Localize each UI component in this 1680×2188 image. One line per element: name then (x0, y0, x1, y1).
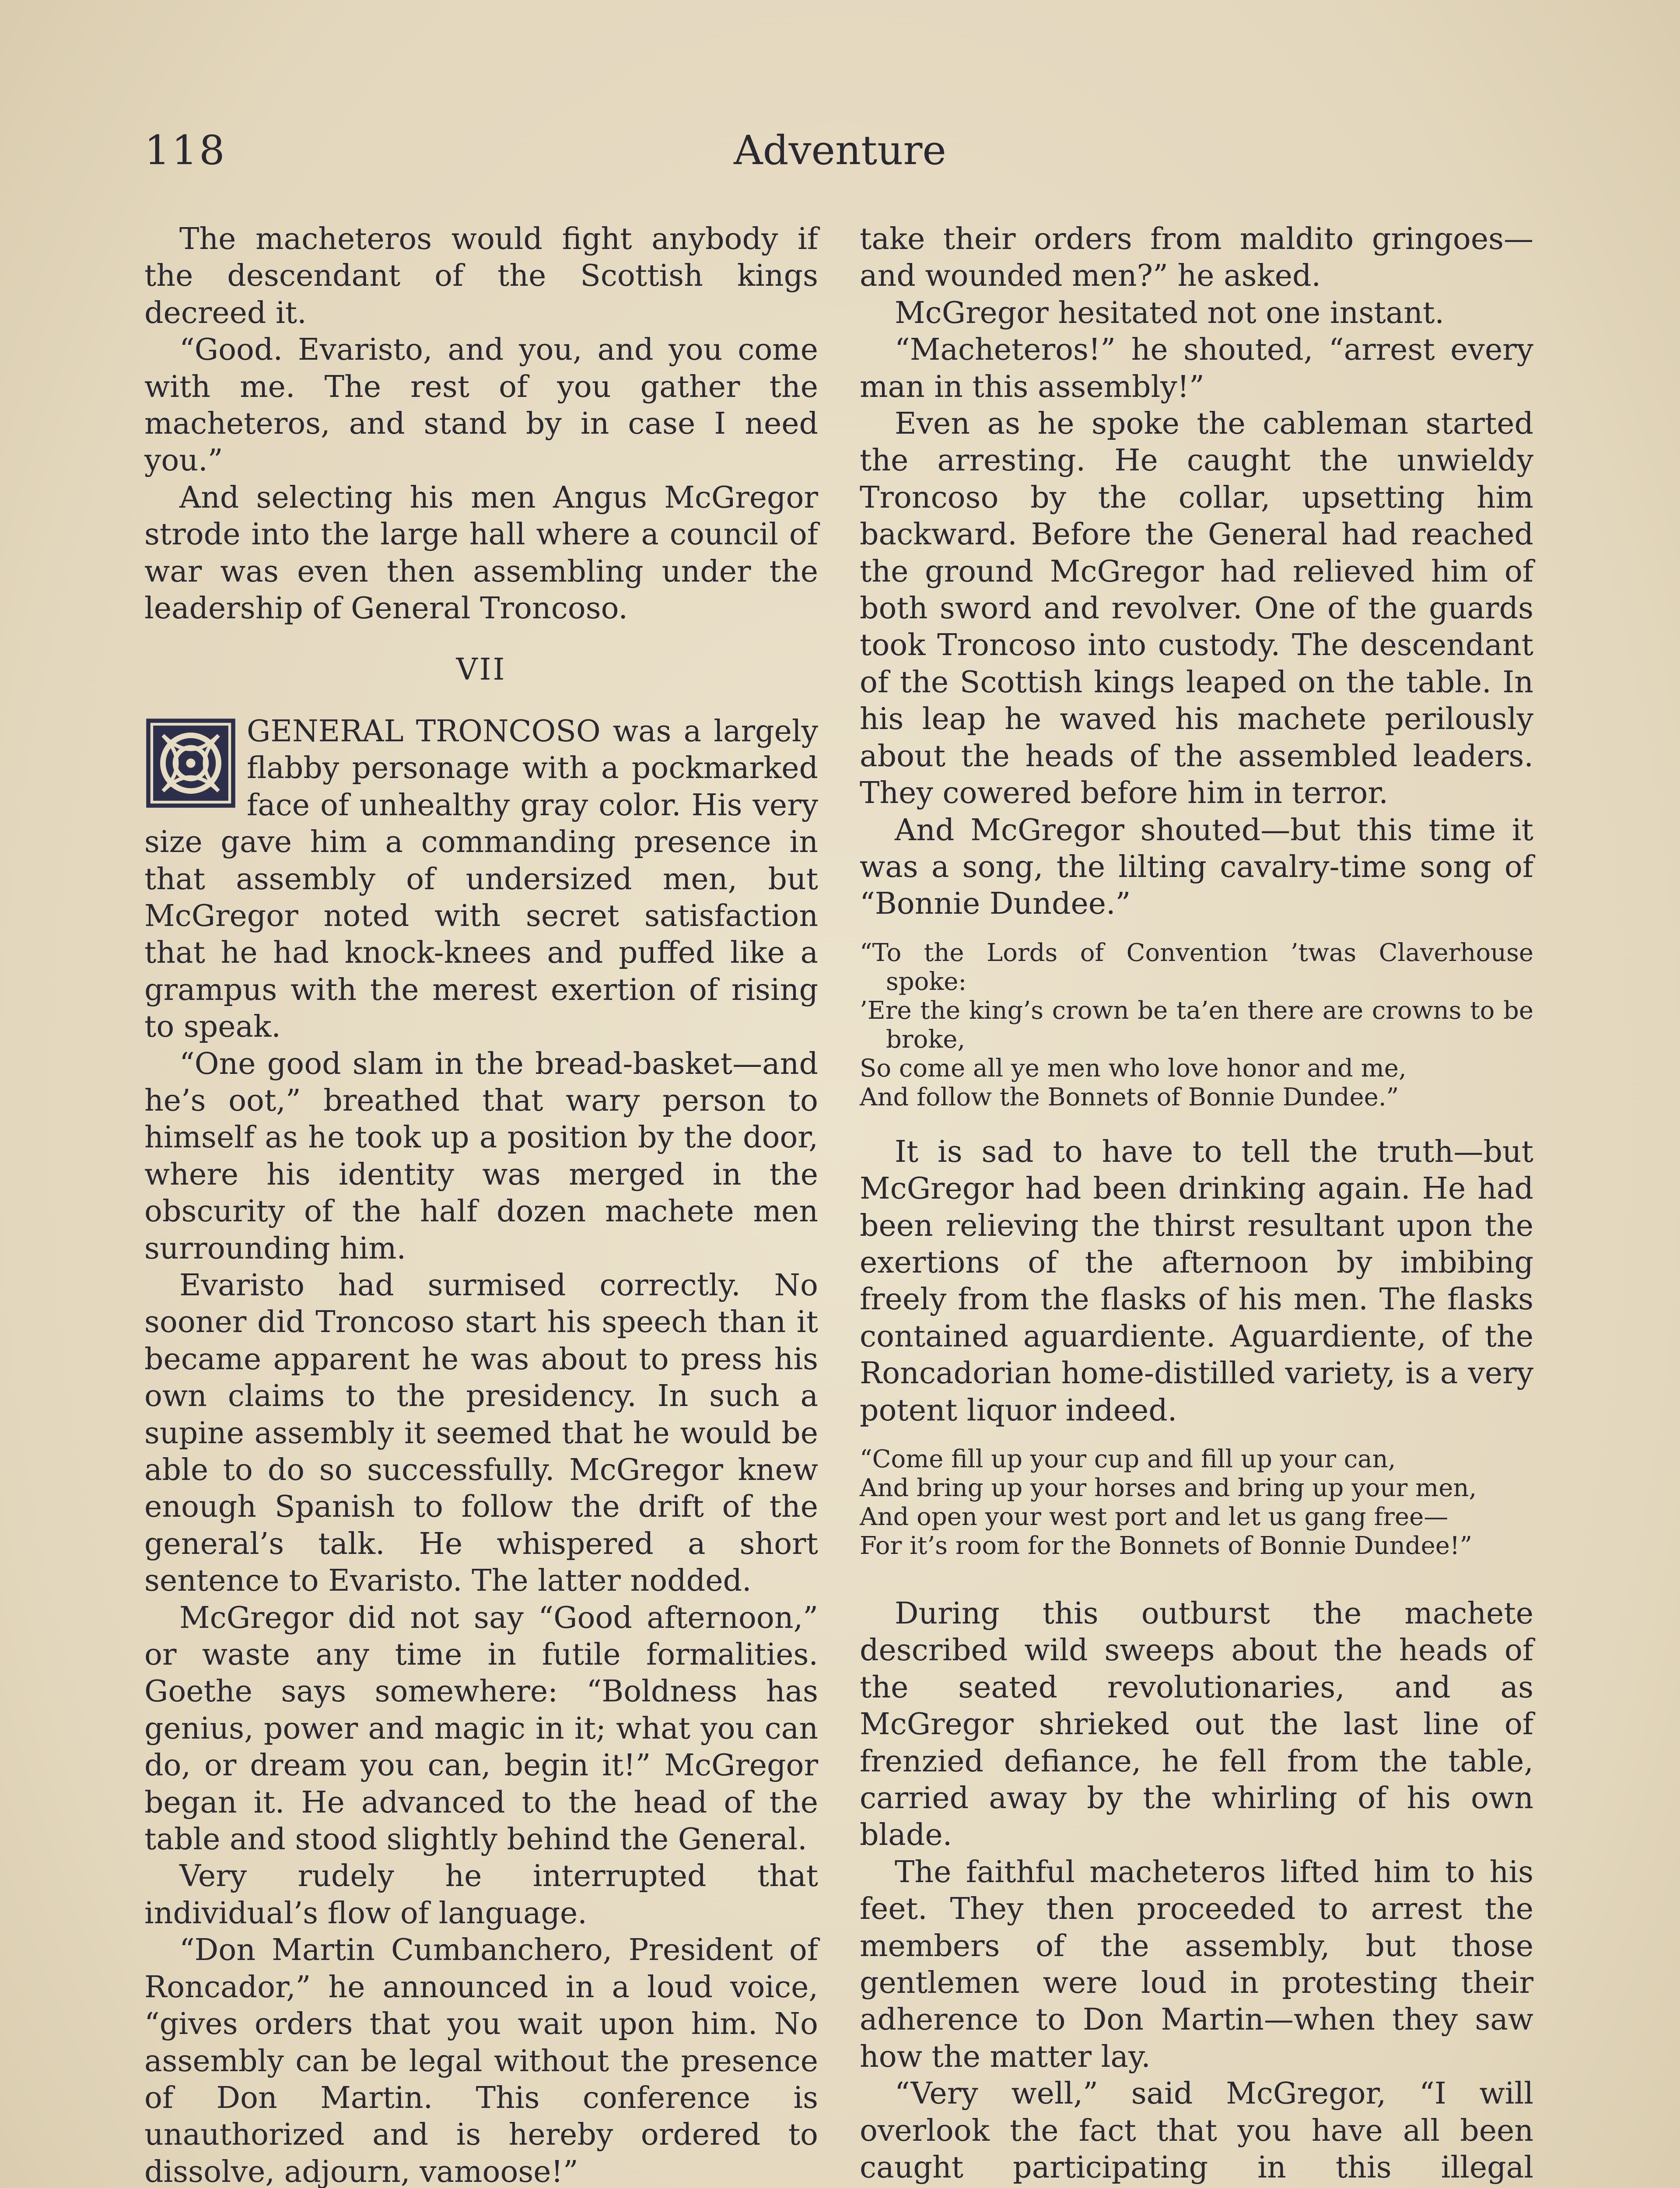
verse-line: And bring up your horses and bring up your men, (860, 1473, 1477, 1502)
running-head: Adventure (734, 127, 946, 174)
page-number: 118 (144, 127, 227, 174)
celtic-knot-ornament (144, 717, 237, 810)
page-header (144, 127, 1536, 188)
dropcap-paragraph-text: GENERAL TRONCOSO was a largely flabby personage with a pockmarked face of unhealthy gray color. His very size gave him a commanding presence in that assembly of undersized men, but McGregor noted with secret satisfaction that he had knock-knees and puffed like a grampus with the merest exertion of rising to speak. (144, 714, 818, 1045)
paragraph: “Macheteros!” he shouted, “arrest every man in this assembly!” (860, 333, 1533, 404)
paragraph: “Don Martin Cumbanchero, President of Roncador,” he announced in a loud voice, “gives orders that you wait upon him. No assembly can be legal without the presence of Don Martin. This conference is unauthorized and is hereby ordered to dissolve, adjourn, vamoose!” (144, 1933, 818, 2188)
paragraph: Evaristo had surmised correctly. No sooner did Troncoso start his speech than it became apparent he was about to press his own claims to the presidency. In such a supine assembly it seemed that he would be able to do so successfully. McGregor knew enough Spanish to follow the drift of the general’s talk. He whispered a short sentence to Evaristo. The latter nodded. (144, 1268, 818, 1599)
verse-line: And follow the Bonnets of Bonnie Dundee.” (860, 1083, 1399, 1112)
verse-line: “To the Lords of Convention ’twas Claverhouse spoke: (860, 938, 1533, 996)
paragraph: The macheteros would fight anybody if the descendant of the Scottish kings decreed it. (144, 222, 818, 330)
paragraph: “Good. Evaristo, and you, and you come with me. The rest of you gather the macheteros, and stand by in case I need you.” (144, 333, 818, 478)
verse-line: “Come fill up your cup and fill up your can, (860, 1445, 1396, 1473)
verse-line: ’Ere the king’s crown be ta’en there are crowns to be broke, (860, 996, 1533, 1054)
section-heading: VII (456, 652, 507, 687)
dropcap-paragraph (144, 713, 818, 1046)
left-column (144, 221, 818, 2188)
paragraph: The faithful macheteros lifted him to his feet. They then proceeded to arrest the members of the assembly, but those gentlemen were loud in protesting their adherence to Don Martin—when they saw how the matter lay. (860, 1855, 1533, 2074)
verse-line: So come all ye men who love honor and me, (860, 1054, 1407, 1083)
verse-line: For it’s room for the Bonnets of Bonnie Dundee!” (860, 1531, 1473, 1560)
paragraph: “Very well,” said McGregor, “I will overlook the fact that you have all been caught participating in this illegal (860, 2076, 1533, 2185)
paragraph: Even as he spoke the cableman started the arresting. He caught the unwieldy Troncoso by the collar, upsetting him backward. Before the General had reached the ground McGregor had relieved him of both sword and revolver. One of the guards took Troncoso into custody. The descendant of the Scottish kings leaped on the table. In his leap he waved his machete perilously about the heads of the assembled leaders. They cowered before him in terror. (860, 407, 1533, 811)
paragraph: “One good slam in the bread-basket—and he’s oot,” breathed that wary person to himself as he took up a position by the door, where his identity was merged in the obscurity of the half dozen machete men surrounding him. (144, 1046, 818, 1266)
verse-block (860, 939, 1533, 1112)
paragraph: And selecting his men Angus McGregor strode into the large hall where a council of war was even then assembling under the leadership of General Troncoso. (144, 480, 818, 626)
continued-paragraph: take their orders from maldito gringoes—and wounded men?” he asked. (860, 222, 1533, 294)
right-column (860, 221, 1533, 2188)
paragraph: McGregor hesitated not one instant. (895, 295, 1444, 330)
paragraph: It is sad to have to tell the truth—but McGregor had been drinking again. He had been relieving the thirst resultant upon the exertions of the afternoon by imbibing freely from the flasks of his men. The flasks contained aguardiente. Aguardiente, of the Roncadorian home-distilled variety, is a very potent liquor indeed. (860, 1134, 1533, 1428)
paragraph: And McGregor shouted—but this time it was a song, the lilting cavalry-time song of “Bonnie Dundee.” (860, 813, 1533, 922)
verse-block (860, 1445, 1533, 1560)
paragraph: McGregor did not say “Good afternoon,” or waste any time in futile formalities. Goethe says somewhere: “Boldness has genius, power and magic in it; what you can do, or dream you can, begin it!” McGregor began it. He advanced to the head of the table and stood slightly behind the General. (144, 1600, 818, 1857)
paragraph: Very rudely he interrupted that individual’s flow of language. (144, 1859, 818, 1931)
paragraph: During this outburst the machete described wild sweeps about the heads of the seated revolutionaries, and as McGregor shrieked out the last line of frenzied defiance, he fell from the table, carried away by the whirling of his own blade. (860, 1596, 1533, 1853)
verse-line: And open your west port and let us gang free— (860, 1502, 1449, 1531)
